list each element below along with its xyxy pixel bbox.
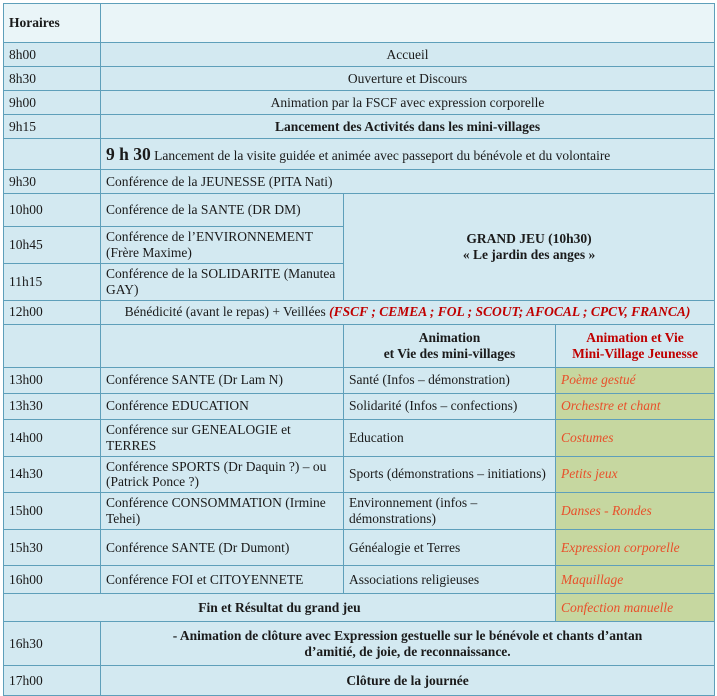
benediction-cell	[101, 300, 715, 324]
table-row	[4, 91, 715, 115]
row-time: 8h00	[4, 43, 101, 67]
row-time: 15h00	[4, 493, 101, 530]
row-time: 13h30	[4, 393, 101, 419]
row-time: 16h00	[4, 566, 101, 594]
fin-jeunesse: Confection manuelle	[556, 594, 715, 622]
row-conference: Conférence FOI et CITOYENNETE	[101, 566, 344, 594]
table-row	[4, 530, 715, 566]
colhdr-jeunesse-line2: Mini-Village Jeunesse	[572, 345, 698, 361]
row-conference: Conférence SANTE (Dr Lam N)	[101, 367, 344, 393]
visite-cell	[101, 139, 715, 170]
table-row-final	[4, 666, 715, 696]
header-horaires: Horaires	[4, 4, 101, 43]
row-label: Conférence de la SANTE (DR DM)	[101, 194, 344, 227]
table-row	[4, 43, 715, 67]
table-row	[4, 493, 715, 530]
row-label: Conférence de la JEUNESSE (PITA Nati)	[101, 170, 715, 194]
row-jeunesse: Maquillage	[556, 566, 715, 594]
closing-cell	[101, 622, 715, 666]
header-blank	[101, 4, 715, 43]
table-row	[4, 367, 715, 393]
schedule-table	[3, 3, 715, 696]
row-animation: Santé (Infos – démonstration)	[344, 367, 556, 393]
table-row-fin	[4, 594, 715, 622]
row-label: Accueil	[101, 43, 715, 67]
colhdr-animation	[344, 324, 556, 367]
benediction-text: Bénédicité (avant le repas) + Veillées	[124, 304, 330, 320]
row-animation: Sports (démonstrations – initiations)	[344, 456, 556, 493]
row-animation: Education	[344, 419, 556, 456]
table-row-benediction	[4, 300, 715, 324]
colhdr-blank-main	[101, 324, 344, 367]
row-conference: Conférence SANTE (Dr Dumont)	[101, 530, 344, 566]
row-conference: Conférence sur GENEALOGIE et TERRES	[101, 419, 344, 456]
row-time: 9h15	[4, 115, 101, 139]
table-row	[4, 393, 715, 419]
row-conference: Conférence EDUCATION	[101, 393, 344, 419]
closing-line1: - Animation de clôture avec Expression gestuelle sur le bénévole et chants d’antan	[172, 627, 643, 643]
row-conference: Conférence SPORTS (Dr Daquin ?) – ou (Patrick Ponce ?)	[101, 456, 344, 493]
final-label: Clôture de la journée	[101, 666, 715, 696]
schedule-body	[4, 4, 715, 696]
row-label: Animation par la FSCF avec expression corporelle	[101, 91, 715, 115]
row-jeunesse: Petits jeux	[556, 456, 715, 493]
row-jeunesse: Danses - Rondes	[556, 493, 715, 530]
table-row	[4, 194, 715, 227]
colhdr-jeunesse-line1: Animation et Vie	[586, 329, 684, 345]
colhdr-animation-line1: Animation	[418, 329, 481, 345]
row-label: Lancement des Activités dans les mini-villages	[101, 115, 715, 139]
row-time: 10h45	[4, 227, 101, 264]
row-time: 14h30	[4, 456, 101, 493]
row-jeunesse: Costumes	[556, 419, 715, 456]
row-time: 16h30	[4, 622, 101, 666]
row-label: Conférence de la SOLIDARITE (Manutea GAY)	[101, 263, 344, 300]
row-time: 9h00	[4, 91, 101, 115]
grand-jeu-title: GRAND JEU (10h30)	[466, 230, 592, 246]
closing-line2: d’amitié, de joie, de reconnaissance.	[304, 643, 511, 659]
row-label: Ouverture et Discours	[101, 67, 715, 91]
visite-text: Lancement de la visite guidée et animée avec passeport du bénévole et du volontaire	[150, 147, 611, 163]
row-animation: Environnement (infos – démonstrations)	[344, 493, 556, 530]
row-time: 15h30	[4, 530, 101, 566]
row-time: 14h00	[4, 419, 101, 456]
row-conference: Conférence CONSOMMATION (Irmine Tehei)	[101, 493, 344, 530]
table-header-row	[4, 4, 715, 43]
table-row	[4, 67, 715, 91]
colhdr-jeunesse	[556, 324, 715, 367]
row-time	[4, 139, 101, 170]
table-row	[4, 419, 715, 456]
table-row	[4, 115, 715, 139]
row-animation: Généalogie et Terres	[344, 530, 556, 566]
table-row	[4, 170, 715, 194]
table-column-header-row	[4, 324, 715, 367]
row-label: Conférence de l’ENVIRONNEMENT (Frère Maxime)	[101, 227, 344, 264]
row-time: 8h30	[4, 67, 101, 91]
table-row	[4, 566, 715, 594]
table-row-closing	[4, 622, 715, 666]
colhdr-blank-time	[4, 324, 101, 367]
benediction-orgs: (FSCF ; CEMEA ; FOL ; SCOUT; AFOCAL ; CPCV, FRANCA)	[329, 304, 691, 320]
grand-jeu-subtitle: « Le jardin des anges »	[462, 246, 596, 262]
table-row	[4, 456, 715, 493]
row-time: 9h30	[4, 170, 101, 194]
row-time: 12h00	[4, 300, 101, 324]
row-time: 11h15	[4, 263, 101, 300]
visite-hour: 9 h 30	[106, 143, 151, 164]
colhdr-animation-line2: et Vie des mini-villages	[383, 345, 516, 361]
table-row-visite	[4, 139, 715, 170]
row-time: 10h00	[4, 194, 101, 227]
row-time: 17h00	[4, 666, 101, 696]
row-animation: Associations religieuses	[344, 566, 556, 594]
fin-label: Fin et Résultat du grand jeu	[4, 594, 556, 622]
grand-jeu-cell	[344, 194, 715, 301]
row-jeunesse: Orchestre et chant	[556, 393, 715, 419]
row-jeunesse: Expression corporelle	[556, 530, 715, 566]
row-jeunesse: Poème gestué	[556, 367, 715, 393]
row-time: 13h00	[4, 367, 101, 393]
row-animation: Solidarité (Infos – confections)	[344, 393, 556, 419]
